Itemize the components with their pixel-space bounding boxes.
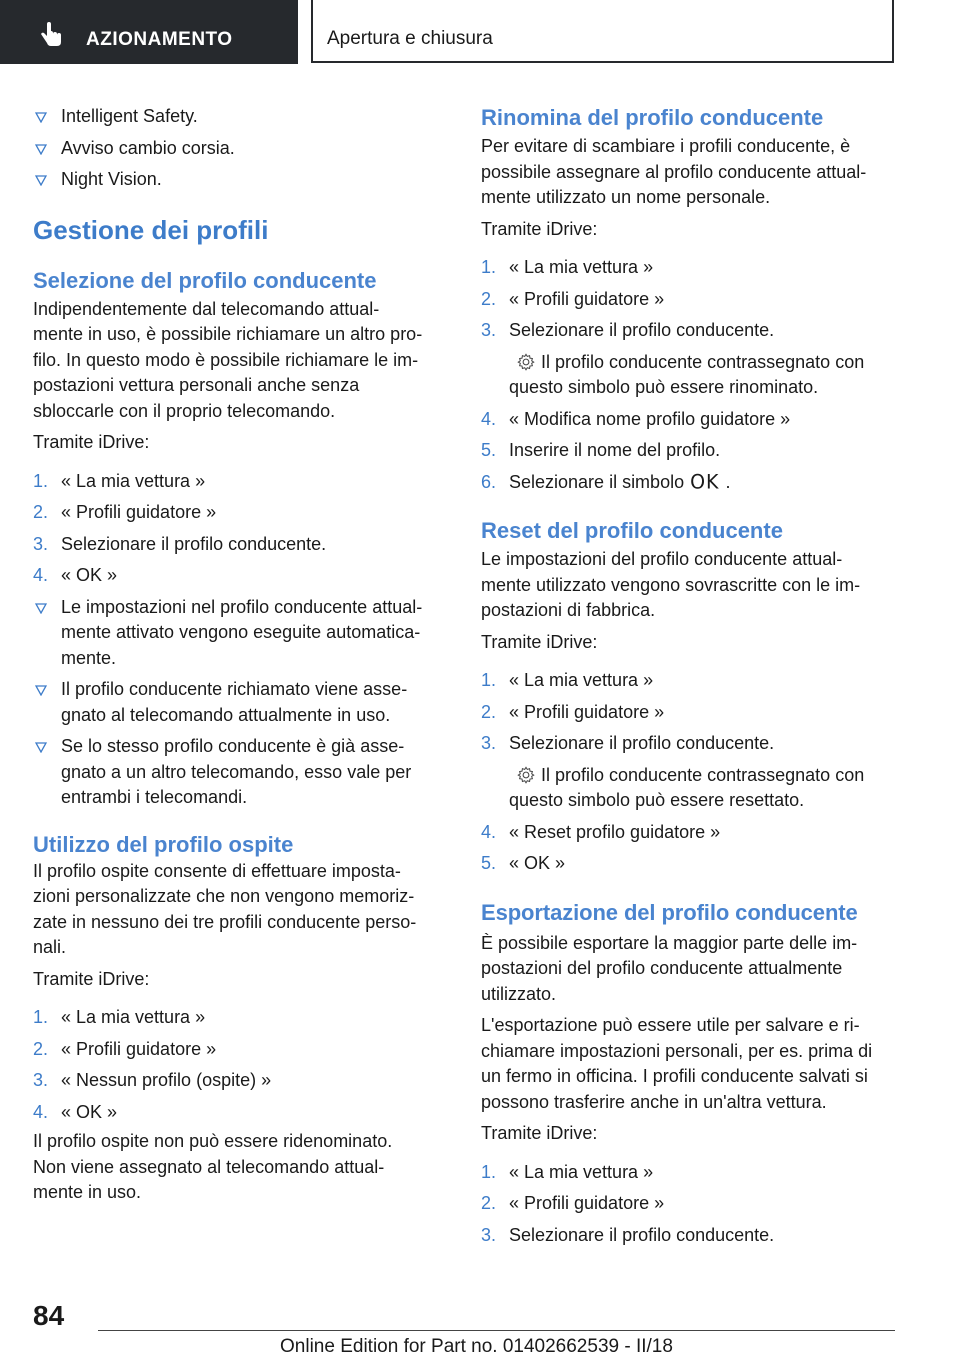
heading-ospite: Utilizzo del profilo ospite	[33, 831, 294, 857]
via-label: Tramite iDrive:	[33, 432, 150, 452]
heading-reset: Reset del profilo conducente	[481, 518, 783, 543]
paragraph: L'esportazione può essere utile per salvare e ri- chiamare impostazioni personali, per es. prima di un fermo in officina. I profili conducente salvati si possono trasferire anche in un'altra vettura.	[481, 1015, 873, 1112]
step-item: 4. « OK »	[33, 1101, 118, 1122]
right-column	[481, 100, 896, 1248]
bullet-text: Intelligent Safety.	[61, 106, 198, 126]
footer-edition: Online Edition for Part no. 01402662539 - II/18	[280, 1336, 673, 1357]
list-item: Le impostazioni nel profilo conducente attual- mente attivato vengono eseguite automatica- mente.	[33, 595, 448, 672]
paragraph: Per evitare di scambiare i profili conducente, è possibile assegnare al profilo conducente attual- mente utilizzato un nome personale.	[481, 136, 867, 207]
step-item: 2. « Profili guidatore »	[481, 701, 665, 722]
triangle-bullet-icon	[35, 144, 47, 155]
page-number: 84	[33, 1300, 65, 1331]
paragraph: Indipendentemente dal telecomando attual- mente in uso, è possibile richiamare un altro pro- filo. In questo modo è possibile richiamare le im- postazioni vettura personali anche senza sbloccarle con il proprio telecomando.	[33, 298, 423, 421]
left-column	[33, 100, 448, 1206]
step-item: 1. « La mia vettura »	[481, 1161, 654, 1182]
step-item: 3. Selezionare il profilo conducente.	[481, 1224, 775, 1245]
chapter-tab	[311, 0, 894, 63]
via-label: Tramite iDrive:	[33, 968, 150, 989]
list-item	[33, 136, 448, 162]
step-item: 5. Inserire il nome del profilo.	[481, 440, 721, 460]
ok-symbol-icon: OK	[690, 469, 720, 494]
gear-icon	[517, 766, 535, 784]
list-item	[33, 167, 448, 193]
triangle-bullet-icon	[35, 742, 47, 753]
via-label: Tramite iDrive:	[481, 218, 598, 239]
via-label: Tramite iDrive:	[481, 631, 598, 652]
step-note: Il profilo conducente contrassegnato con questo simbolo può essere rinominato.	[509, 351, 865, 397]
step-item: 3. Selezionare il profilo conducente.	[33, 533, 327, 554]
bullet-text: Avviso cambio corsia.	[61, 137, 235, 158]
step-note: Il profilo conducente contrassegnato con questo simbolo può essere resettato.	[509, 764, 865, 810]
step-item: 2. « Profili guidatore »	[481, 288, 665, 309]
triangle-bullet-icon	[35, 685, 47, 696]
step-item: 2. « Profili guidatore »	[481, 1193, 665, 1213]
step-item: 1. « La mia vettura »	[481, 257, 654, 277]
chapter-title: Apertura e chiusura	[327, 28, 493, 49]
paragraph: Il profilo ospite consente di effettuare imposta- zioni personalizzate che non vengono memoriz- zate in nessuno dei tre profili conducente perso- nali.	[33, 860, 417, 957]
heading-gestione: Gestione dei profili	[33, 214, 269, 245]
list-item: Se lo stesso profilo conducente è già asse- gnato a un altro telecomando, esso vale per entrambi i telecomandi.	[33, 734, 448, 811]
footer-divider	[98, 1330, 895, 1331]
step-item: 3. Selezionare il profilo conducente.	[481, 733, 775, 753]
step-item: 1. « La mia vettura »	[481, 670, 654, 690]
step-item: 4. « OK »	[33, 565, 118, 585]
heading-rinomina: Rinomina del profilo conducente	[481, 105, 824, 130]
step-item: 6. Selezionare il simbolo OK .	[481, 470, 896, 496]
via-label: Tramite iDrive:	[481, 1123, 598, 1143]
step-item: 4. « Modifica nome profilo guidatore »	[481, 408, 791, 429]
list-item	[33, 104, 448, 130]
step-item: 2. « Profili guidatore »	[33, 1038, 217, 1059]
triangle-bullet-icon	[35, 603, 47, 614]
step-item: 5. « OK »	[481, 853, 566, 873]
step-item: 3. « Nessun profilo (ospite) »	[33, 1070, 272, 1090]
step-item: 3. Selezionare il profilo conducente.	[481, 320, 775, 340]
paragraph: Il profilo ospite non può essere ridenominato. Non viene assegnato al telecomando attual- mente in uso.	[33, 1131, 393, 1202]
paragraph: È possibile esportare la maggior parte delle im- postazioni del profilo conducente attualmente utilizzato.	[481, 932, 858, 1004]
step-item: 4. « Reset profilo guidatore »	[481, 821, 721, 842]
paragraph: Le impostazioni del profilo conducente attual- mente utilizzato vengono sovrascritte con le im- postazioni di fabbrica.	[481, 549, 861, 620]
hand-icon	[38, 22, 64, 48]
triangle-bullet-icon	[35, 112, 47, 123]
list-item: Il profilo conducente richiamato viene asse- gnato al telecomando attualmente in uso.	[33, 677, 448, 728]
gear-icon	[517, 353, 535, 371]
section-tab	[0, 0, 298, 64]
step-item: 2. « Profili guidatore »	[33, 502, 217, 522]
triangle-bullet-icon	[35, 175, 47, 186]
bullet-text: Night Vision.	[61, 169, 162, 189]
step-item: 1. « La mia vettura »	[33, 1007, 206, 1027]
section-title: AZIONAMENTO	[86, 29, 233, 50]
heading-export: Esportazione del profilo conducente	[481, 899, 858, 925]
heading-selezione: Selezione del profilo conducente	[33, 267, 377, 293]
step-item: 1. « La mia vettura »	[33, 470, 206, 491]
